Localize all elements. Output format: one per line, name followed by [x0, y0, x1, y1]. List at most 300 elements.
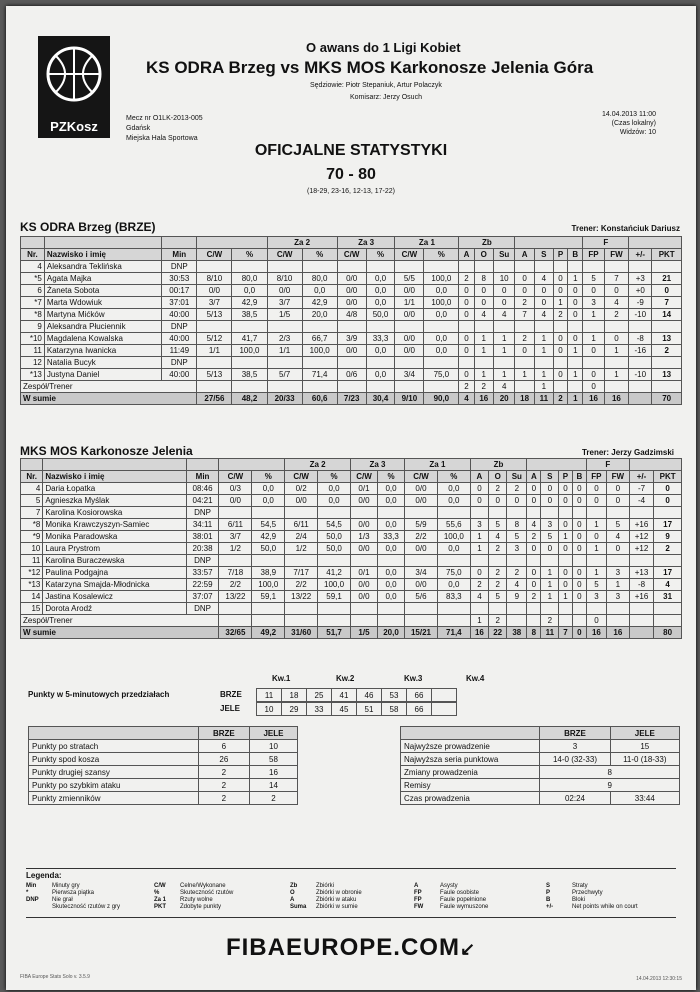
group-za3: Za 3: [350, 459, 404, 471]
stat-cell: 59,1: [318, 591, 351, 603]
player-row: [21, 321, 682, 333]
viewers: Widzów: 10: [619, 129, 656, 136]
stat-cell: 0: [534, 297, 553, 309]
stat-cell: 0,0: [424, 333, 459, 345]
stat-cell: 0,0: [318, 495, 351, 507]
stat-cell: 2/4: [285, 531, 318, 543]
player-row: [21, 495, 682, 507]
player-number: *5: [21, 273, 45, 285]
totals-label: W sumie: [21, 627, 219, 639]
stat-cell: [459, 321, 474, 333]
stat-cell: 6/11: [219, 519, 252, 531]
stat-cell: 0,0: [437, 483, 470, 495]
summary-value: 2: [198, 766, 249, 779]
stat-cell: 13/22: [285, 591, 318, 603]
stat-cell: 100,0: [252, 579, 285, 591]
stat-cell: [583, 261, 604, 273]
stat-cell: 100,0: [302, 345, 337, 357]
summary-row: [29, 753, 298, 766]
player-number: 9: [21, 321, 45, 333]
stat-cell: 0/0: [337, 345, 366, 357]
column-header: FW: [604, 249, 628, 261]
stat-cell: [507, 603, 527, 615]
group-za3: Za 3: [337, 237, 395, 249]
stat-cell: 4: [507, 579, 527, 591]
stat-cell: 2: [489, 483, 507, 495]
player-row: [21, 579, 682, 591]
total-cell: 51,7: [318, 627, 351, 639]
stat-cell: 100,0: [232, 345, 267, 357]
total-cell: 1/5: [350, 627, 377, 639]
stat-cell: [572, 603, 586, 615]
stat-cell: [629, 261, 652, 273]
team-coach-row: [21, 615, 682, 627]
column-header: A: [515, 249, 535, 261]
stat-cell: 0: [606, 495, 629, 507]
stat-cell: 0: [474, 297, 494, 309]
stat-cell: 8/10: [267, 273, 302, 285]
stat-cell: 0/6: [337, 369, 366, 381]
stat-cell: 2: [604, 309, 628, 321]
stat-cell: 0: [586, 615, 606, 627]
player-name: Agnieszka Myślak: [43, 495, 186, 507]
stat-cell: 2/3: [267, 333, 302, 345]
total-cell: 16: [583, 393, 604, 405]
stat-cell: 50,0: [252, 543, 285, 555]
stat-cell: 2: [654, 543, 682, 555]
city: Gdańsk: [126, 125, 151, 132]
summary-value: 16: [249, 766, 297, 779]
stat-cell: [541, 603, 559, 615]
stat-cell: [285, 555, 318, 567]
stat-cell: 0: [541, 483, 559, 495]
stat-cell: 9: [507, 591, 527, 603]
total-cell: 11: [541, 627, 559, 639]
stat-cell: 5: [507, 531, 527, 543]
total-cell: 8: [527, 627, 541, 639]
total-cell: 71,4: [437, 627, 470, 639]
stat-cell: 17: [654, 567, 682, 579]
summary-value: 26: [198, 753, 249, 766]
stat-cell: [437, 507, 470, 519]
stat-cell: [285, 603, 318, 615]
stat-cell: 0: [534, 285, 553, 297]
legend-column: [414, 883, 488, 911]
stat-cell: -8: [629, 579, 653, 591]
stat-cell: [604, 357, 628, 369]
stat-cell: 0: [572, 495, 586, 507]
stat-cell: 0: [474, 285, 494, 297]
stat-cell: [586, 603, 606, 615]
summary-value: 33:44: [610, 792, 679, 805]
stat-cell: [534, 261, 553, 273]
kw-header: Kw.2: [336, 674, 355, 683]
group-za2: Za 2: [267, 237, 337, 249]
stat-cell: 42,9: [302, 297, 337, 309]
summary-label: Punkty drugiej szansy: [29, 766, 199, 779]
player-name: Katarzyna Iwanicka: [44, 345, 161, 357]
referees: Sędziowie: Piotr Stepaniuk, Artur Polaczyk: [310, 82, 442, 89]
column-header: C/W: [337, 249, 366, 261]
column-header: %: [437, 471, 470, 483]
player-row: [21, 531, 682, 543]
stat-cell: 0: [604, 333, 628, 345]
stat-cell: [285, 507, 318, 519]
stat-cell: [366, 321, 395, 333]
stat-cell: 54,5: [318, 519, 351, 531]
summary-value: 2: [198, 779, 249, 792]
stat-cell: 5/7: [267, 369, 302, 381]
stat-cell: 0/1: [350, 567, 377, 579]
summary-value: 15: [610, 740, 679, 753]
stat-cell: 0: [553, 333, 568, 345]
summary-value: 2: [249, 792, 297, 805]
summary-value: 8: [540, 766, 680, 779]
stat-cell: 5: [583, 273, 604, 285]
stat-cell: 0,0: [437, 579, 470, 591]
player-number: *12: [21, 567, 43, 579]
stat-cell: [652, 357, 682, 369]
total-cell: 2: [553, 393, 568, 405]
stat-cell: 0,0: [437, 495, 470, 507]
stat-cell: [494, 261, 515, 273]
legend-entry: PKT Zdobyte punkty: [154, 904, 222, 910]
summary-row: [401, 753, 680, 766]
stat-cell: [515, 261, 535, 273]
stat-cell: 0,0: [378, 495, 405, 507]
stat-cell: 0: [604, 285, 628, 297]
stat-cell: [604, 261, 628, 273]
stat-cell: 0: [572, 519, 586, 531]
player-row: [21, 309, 682, 321]
kw-values: [256, 702, 457, 716]
stat-cell: 0: [652, 285, 682, 297]
kw-value: 58: [382, 703, 407, 716]
stat-cell: 0: [494, 297, 515, 309]
stat-cell: 21: [652, 273, 682, 285]
stat-cell: 4: [604, 297, 628, 309]
column-header: Min: [162, 249, 197, 261]
column-header: C/W: [405, 471, 438, 483]
summary-label: Najwyższa seria punktowa: [401, 753, 540, 766]
kw-header: Kw.3: [404, 674, 423, 683]
stat-cell: 100,0: [437, 531, 470, 543]
summary-value: 3: [540, 740, 610, 753]
game-number: Mecz nr O1LK-2013-005: [126, 115, 203, 122]
stat-cell: [252, 603, 285, 615]
stat-cell: 1: [541, 567, 559, 579]
column-header: P: [559, 471, 573, 483]
stat-cell: 4: [527, 519, 541, 531]
summary-value: 2: [198, 792, 249, 805]
stat-cell: 1: [534, 345, 553, 357]
kw-values: [256, 688, 457, 702]
stat-cell: 1: [470, 615, 488, 627]
stat-cell: [568, 261, 583, 273]
stat-cell: 0: [572, 567, 586, 579]
stat-cell: [527, 555, 541, 567]
stat-cell: 1: [586, 567, 606, 579]
column-header: Su: [494, 249, 515, 261]
column-header: Nr.: [21, 249, 45, 261]
stat-cell: 1: [568, 273, 583, 285]
stat-cell: [629, 555, 653, 567]
stat-cell: [366, 261, 395, 273]
stat-cell: 0: [568, 285, 583, 297]
stat-cell: 2: [489, 543, 507, 555]
stat-cell: 0: [586, 531, 606, 543]
stat-cell: 2: [527, 591, 541, 603]
stat-cell: [629, 357, 652, 369]
competition: O awans do 1 Ligi Kobiet: [306, 40, 461, 55]
total-cell: 4: [459, 393, 474, 405]
total-cell: 48,2: [232, 393, 267, 405]
stat-cell: 4: [534, 273, 553, 285]
stat-cell: 0: [583, 381, 604, 393]
stat-cell: 1: [586, 519, 606, 531]
arrow-icon: ↙: [459, 939, 477, 959]
stat-cell: 1: [474, 369, 494, 381]
stat-cell: 0/0: [395, 309, 424, 321]
stat-cell: 0/0: [405, 483, 438, 495]
summary-team-header: BRZE: [540, 727, 610, 740]
stat-cell: 0: [583, 285, 604, 297]
total-cell: 22: [489, 627, 507, 639]
stat-cell: 100,0: [318, 579, 351, 591]
total-cell: 16: [604, 393, 628, 405]
stat-cell: 0/0: [350, 543, 377, 555]
total-cell: 7: [559, 627, 573, 639]
stat-cell: 75,0: [424, 369, 459, 381]
stat-cell: 41,2: [318, 567, 351, 579]
summary-row: [29, 779, 298, 792]
column-header: O: [489, 471, 507, 483]
stat-cell: [553, 321, 568, 333]
stat-cell: 0: [553, 273, 568, 285]
stat-cell: [474, 321, 494, 333]
stat-cell: [553, 261, 568, 273]
stat-cell: 0,0: [252, 495, 285, 507]
stat-cell: 0,0: [378, 519, 405, 531]
stat-cell: -4: [629, 495, 653, 507]
stat-cell: -8: [629, 333, 652, 345]
stat-cell: -7: [629, 483, 653, 495]
team-coach-label: Zespół/Trener: [21, 381, 197, 393]
stat-cell: [654, 603, 682, 615]
stat-cell: [424, 321, 459, 333]
stat-cell: 0: [559, 579, 573, 591]
total-cell: 16: [470, 627, 488, 639]
summary-label: Najwyższe prowadzenie: [401, 740, 540, 753]
stat-cell: 31: [654, 591, 682, 603]
stat-cell: [654, 507, 682, 519]
stat-cell: 0: [459, 285, 474, 297]
total-cell: 30,4: [366, 393, 395, 405]
stat-cell: 33,3: [366, 333, 395, 345]
stat-cell: 80,0: [302, 273, 337, 285]
stat-cell: 0: [559, 483, 573, 495]
stat-cell: [470, 603, 488, 615]
column-header: %: [232, 249, 267, 261]
column-header: FP: [586, 471, 606, 483]
player-number: *8: [21, 309, 45, 321]
stat-cell: 0: [515, 273, 535, 285]
stat-cell: [652, 261, 682, 273]
column-header: %: [318, 471, 351, 483]
stat-cell: 0: [489, 495, 507, 507]
team-coach-label: Zespół/Trener: [21, 615, 219, 627]
stat-cell: 1: [568, 345, 583, 357]
stat-cell: 0: [559, 543, 573, 555]
stat-cell: 1: [583, 309, 604, 321]
stat-cell: 2: [515, 333, 535, 345]
player-minutes: DNP: [186, 555, 219, 567]
total-cell: 20/33: [267, 393, 302, 405]
stat-cell: [629, 507, 653, 519]
stat-cell: 3/7: [219, 531, 252, 543]
column-header: S: [541, 471, 559, 483]
player-name: Jastina Kosalewicz: [43, 591, 186, 603]
stat-cell: [553, 357, 568, 369]
column-header: B: [568, 249, 583, 261]
stat-cell: [424, 261, 459, 273]
stat-cell: [302, 261, 337, 273]
stat-cell: [405, 555, 438, 567]
stat-cell: 0: [568, 333, 583, 345]
player-name: Monika Paradowska: [43, 531, 186, 543]
stat-cell: [395, 321, 424, 333]
stat-cell: [350, 507, 377, 519]
stat-cell: 0/2: [285, 483, 318, 495]
stat-cell: 1: [515, 369, 535, 381]
software-version: FIBA Europe Stats Solo v. 3.5.9: [20, 974, 90, 980]
column-header: Nr.: [21, 471, 43, 483]
column-header: +/-: [629, 249, 652, 261]
stat-cell: 3: [541, 519, 559, 531]
stat-cell: 4: [494, 381, 515, 393]
stat-cell: 7/17: [285, 567, 318, 579]
stat-cell: 2: [459, 273, 474, 285]
kw-value: 66: [407, 689, 432, 702]
stat-cell: 1: [474, 345, 494, 357]
stat-cell: [606, 603, 629, 615]
player-minutes: 30:53: [162, 273, 197, 285]
legend-entry: Zb Zbiórki: [290, 883, 335, 889]
player-minutes: 37:01: [162, 297, 197, 309]
stat-cell: 7: [604, 273, 628, 285]
stat-cell: [318, 603, 351, 615]
stat-cell: 50,0: [366, 309, 395, 321]
stat-cell: 0: [568, 309, 583, 321]
total-cell: 20: [494, 393, 515, 405]
total-cell: 1: [568, 393, 583, 405]
player-row: [21, 285, 682, 297]
stat-cell: [541, 507, 559, 519]
stat-cell: 2: [541, 615, 559, 627]
totals-row: [21, 393, 682, 405]
stat-cell: [232, 321, 267, 333]
logo-text: PZKosz: [50, 119, 98, 134]
stat-cell: 1/1: [197, 345, 232, 357]
player-name: Aleksandra Teklińska: [44, 261, 161, 273]
stat-cell: 1: [474, 333, 494, 345]
stat-cell: [232, 261, 267, 273]
kw-value: 18: [282, 689, 307, 702]
stat-cell: 2: [553, 309, 568, 321]
player-number: 7: [21, 507, 43, 519]
stat-cell: [395, 357, 424, 369]
summary-team-header: JELE: [610, 727, 679, 740]
legend-entry: FP Faule osobiste: [414, 890, 480, 896]
player-minutes: 34:11: [186, 519, 219, 531]
stat-cell: 0: [572, 579, 586, 591]
stat-cell: 0,0: [366, 285, 395, 297]
basketball-icon: [44, 44, 104, 104]
stat-cell: [405, 507, 438, 519]
stat-cell: 66,7: [302, 333, 337, 345]
stat-cell: [378, 507, 405, 519]
stat-cell: 0/1: [350, 483, 377, 495]
stat-cell: 0/0: [395, 285, 424, 297]
stat-cell: [474, 261, 494, 273]
player-number: 10: [21, 543, 43, 555]
player-number: *7: [21, 297, 45, 309]
stat-cell: 5/12: [197, 333, 232, 345]
stat-cell: 0: [507, 495, 527, 507]
stat-cell: [378, 603, 405, 615]
stat-cell: 75,0: [437, 567, 470, 579]
total-cell: 70: [652, 393, 682, 405]
player-minutes: DNP: [186, 507, 219, 519]
player-minutes: 04:21: [186, 495, 219, 507]
player-row: [21, 345, 682, 357]
stat-cell: 2: [515, 297, 535, 309]
stat-cell: 5/13: [197, 369, 232, 381]
stat-cell: 5: [586, 579, 606, 591]
stat-cell: 3: [507, 543, 527, 555]
stat-cell: 0,0: [302, 285, 337, 297]
stat-cell: 5/6: [405, 591, 438, 603]
stat-cell: 0/0: [350, 495, 377, 507]
stat-cell: -10: [629, 309, 652, 321]
stat-cell: 0: [654, 483, 682, 495]
legend-column: [290, 883, 362, 911]
stat-cell: 0,0: [378, 579, 405, 591]
stat-cell: 80,0: [232, 273, 267, 285]
stat-cell: 41,7: [232, 333, 267, 345]
stat-cell: -10: [629, 369, 652, 381]
stat-cell: 9: [654, 531, 682, 543]
team-b-name: MKS MOS Karkonosze Jelenia: [20, 444, 193, 458]
stat-cell: 0: [459, 369, 474, 381]
legend-entry: Suma Zbiórki w sumie: [290, 904, 358, 910]
player-row: [21, 333, 682, 345]
team-coach-row: [21, 381, 682, 393]
stat-cell: -9: [629, 297, 652, 309]
stat-cell: 0,0: [437, 543, 470, 555]
stat-cell: 0/0: [337, 285, 366, 297]
stat-cell: 1: [534, 333, 553, 345]
stat-cell: 1: [541, 579, 559, 591]
stat-cell: 1/1: [267, 345, 302, 357]
player-number: 14: [21, 591, 43, 603]
stat-cell: 0,0: [232, 285, 267, 297]
total-cell: 7/23: [337, 393, 366, 405]
stat-cell: 100,0: [424, 273, 459, 285]
summary-value: 02:24: [540, 792, 610, 805]
stat-cell: 1/5: [267, 309, 302, 321]
player-name: Karolina Buraczewska: [43, 555, 186, 567]
